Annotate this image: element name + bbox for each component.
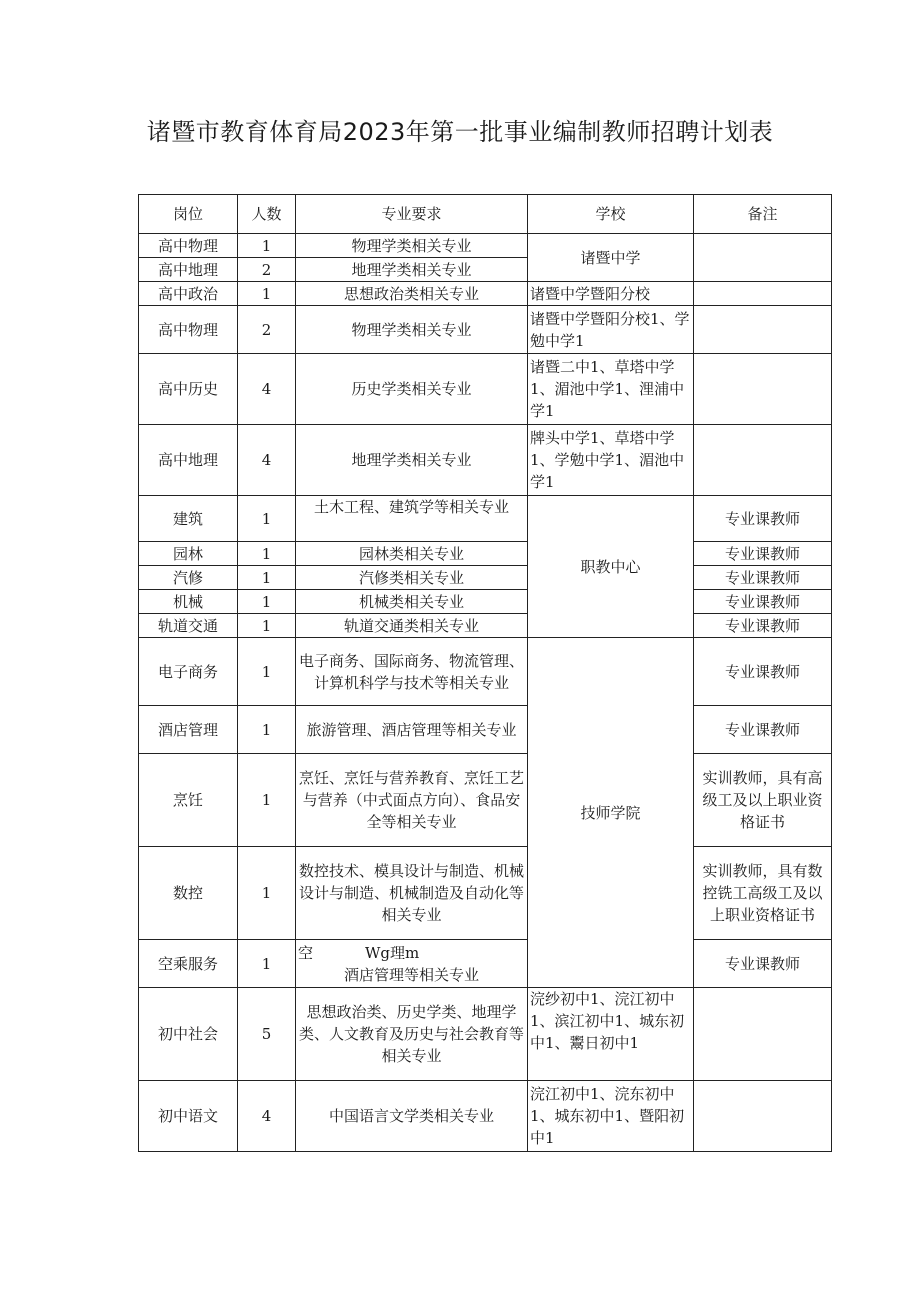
- header-row: [139, 195, 832, 234]
- school-cell: 职教中心: [528, 496, 694, 638]
- post-cell: 初中语文: [139, 1081, 238, 1152]
- table-row: [139, 590, 832, 614]
- table-row: [139, 425, 832, 496]
- major-cell: 数控技术、模具设计与制造、机械设计与制造、机械制造及自动化等相关专业: [296, 847, 528, 940]
- count-cell: 4: [238, 354, 296, 425]
- count-cell: 5: [238, 988, 296, 1081]
- major-cell: 物理学类相关专业: [296, 306, 528, 354]
- note-cell: [694, 354, 832, 425]
- count-cell: 4: [238, 1081, 296, 1152]
- table-row: [139, 754, 832, 847]
- major-cell: 土木工程、建筑学等相关专业: [296, 496, 528, 542]
- school-cell: 诸暨中学暨阳分校1、学勉中学1: [528, 306, 694, 354]
- table-row: [139, 566, 832, 590]
- major-cell: 地理学类相关专业: [296, 258, 528, 282]
- note-cell: 专业课教师: [694, 496, 832, 542]
- school-cell: 牌头中学1、草塔中学1、学勉中学1、湄池中学1: [528, 425, 694, 496]
- header-post: 岗位: [139, 195, 238, 234]
- major-cell: 历史学类相关专业: [296, 354, 528, 425]
- count-cell: 1: [238, 940, 296, 988]
- post-cell: 数控: [139, 847, 238, 940]
- major-cell: 思想政治类、历史学类、地理学类、人文教育及历史与社会教育等相关专业: [296, 988, 528, 1081]
- major-cell: 园林类相关专业: [296, 542, 528, 566]
- table-row: [139, 988, 832, 1081]
- major-cell: 轨道交通类相关专业: [296, 614, 528, 638]
- major-fragment: Wg理m: [365, 943, 420, 962]
- post-cell: 电子商务: [139, 638, 238, 706]
- count-cell: 1: [238, 542, 296, 566]
- post-cell: 高中物理: [139, 234, 238, 258]
- header-school: 学校: [528, 195, 694, 234]
- count-cell: 1: [238, 638, 296, 706]
- table-row: [139, 614, 832, 638]
- note-cell: [694, 1081, 832, 1152]
- table-row: [139, 847, 832, 940]
- note-cell: 专业课教师: [694, 566, 832, 590]
- major-cell: 中国语言文学类相关专业: [296, 1081, 528, 1152]
- major-fragment: 空: [298, 943, 314, 962]
- page-title: 诸暨市教育体育局2023年第一批事业编制教师招聘计划表: [146, 118, 774, 146]
- post-cell: 空乘服务: [139, 940, 238, 988]
- table-row: [139, 1081, 832, 1152]
- count-cell: 1: [238, 706, 296, 754]
- major-cell: 汽修类相关专业: [296, 566, 528, 590]
- table-row: [139, 354, 832, 425]
- count-cell: 1: [238, 234, 296, 258]
- school-cell: 浣纱初中1、浣江初中1、滨江初中1、城东初中1、鬻日初中1: [528, 988, 694, 1081]
- major-fragment: 酒店管理等相关专业: [343, 965, 479, 984]
- count-cell: 1: [238, 496, 296, 542]
- note-cell: [694, 234, 832, 282]
- major-cell: 烹饪、烹饪与营养教育、烹饪工艺与营养（中式面点方向）、食品安全等相关专业: [296, 754, 528, 847]
- school-cell: 诸暨中学暨阳分校: [528, 282, 694, 306]
- count-cell: 1: [238, 590, 296, 614]
- note-cell: 专业课教师: [694, 590, 832, 614]
- note-cell: 专业课教师: [694, 542, 832, 566]
- count-cell: 1: [238, 282, 296, 306]
- post-cell: 初中社会: [139, 988, 238, 1081]
- major-cell: 电子商务、国际商务、物流管理、计算机科学与技术等相关专业: [296, 638, 528, 706]
- note-cell: 实训教师，具有高级工及以上职业资格证书: [694, 754, 832, 847]
- table-row: [139, 542, 832, 566]
- note-cell: [694, 282, 832, 306]
- count-cell: 4: [238, 425, 296, 496]
- post-cell: 轨道交通: [139, 614, 238, 638]
- post-cell: 高中历史: [139, 354, 238, 425]
- recruitment-plan-table: [138, 194, 832, 1152]
- school-cell: 诸暨二中1、草塔中学1、湄池中学1、浬浦中学1: [528, 354, 694, 425]
- count-cell: 2: [238, 306, 296, 354]
- school-cell: 诸暨中学: [528, 234, 694, 282]
- major-cell: 旅游管理、酒店管理等相关专业: [296, 706, 528, 754]
- major-cell: [296, 940, 528, 988]
- post-cell: 高中地理: [139, 425, 238, 496]
- note-cell: 实训教师，具有数控铣工高级工及以上职业资格证书: [694, 847, 832, 940]
- school-cell: 技师学院: [528, 638, 694, 988]
- header-note: 备注: [694, 195, 832, 234]
- major-cell: 机械类相关专业: [296, 590, 528, 614]
- post-cell: 高中地理: [139, 258, 238, 282]
- count-cell: 1: [238, 614, 296, 638]
- count-cell: 1: [238, 754, 296, 847]
- table-row: [139, 706, 832, 754]
- table-row: [139, 638, 832, 706]
- school-cell: 浣江初中1、浣东初中1、城东初中1、暨阳初中1: [528, 1081, 694, 1152]
- table-row: [139, 940, 832, 988]
- table-row: [139, 306, 832, 354]
- post-cell: 园林: [139, 542, 238, 566]
- count-cell: 1: [238, 847, 296, 940]
- note-cell: 专业课教师: [694, 706, 832, 754]
- note-cell: [694, 306, 832, 354]
- major-cell: 地理学类相关专业: [296, 425, 528, 496]
- post-cell: 机械: [139, 590, 238, 614]
- post-cell: 高中物理: [139, 306, 238, 354]
- note-cell: [694, 425, 832, 496]
- major-cell: 思想政治类相关专业: [296, 282, 528, 306]
- note-cell: [694, 988, 832, 1081]
- post-cell: 汽修: [139, 566, 238, 590]
- table-row: [139, 496, 832, 542]
- header-major: 专业要求: [296, 195, 528, 234]
- table-row: [139, 234, 832, 258]
- table-row: [139, 282, 832, 306]
- major-cell: 物理学类相关专业: [296, 234, 528, 258]
- note-cell: 专业课教师: [694, 940, 832, 988]
- post-cell: 建筑: [139, 496, 238, 542]
- count-cell: 2: [238, 258, 296, 282]
- note-cell: 专业课教师: [694, 638, 832, 706]
- count-cell: 1: [238, 566, 296, 590]
- post-cell: 酒店管理: [139, 706, 238, 754]
- note-cell: 专业课教师: [694, 614, 832, 638]
- post-cell: 烹饪: [139, 754, 238, 847]
- post-cell: 高中政治: [139, 282, 238, 306]
- header-count: 人数: [238, 195, 296, 234]
